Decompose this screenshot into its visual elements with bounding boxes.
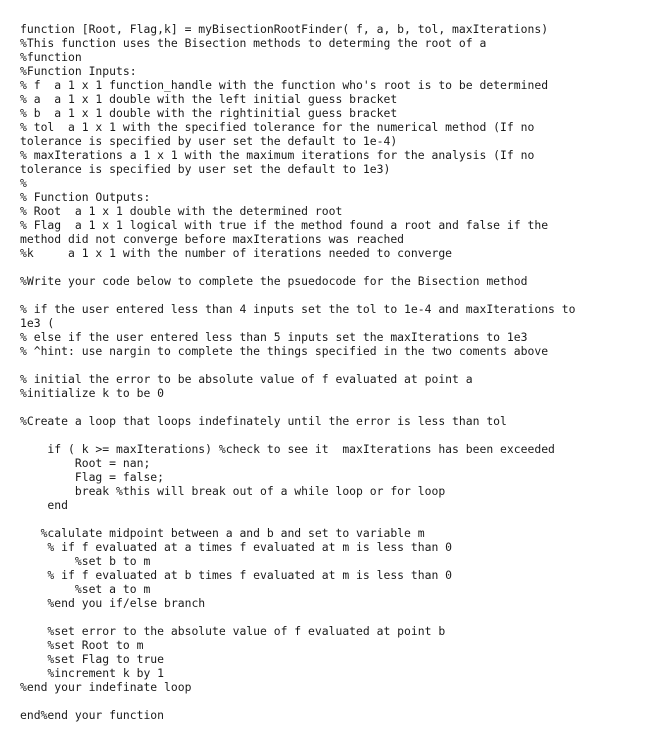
code-line: %Create a loop that loops indefinately until the error is less than tol <box>20 414 507 428</box>
code-line: 1e3 ( <box>20 316 55 330</box>
code-line: %end you if/else branch <box>20 596 206 610</box>
code-line: % initial the error to be absolute value of f evaluated at point a <box>20 372 473 386</box>
code-line: method did not converge before maxIterations was reached <box>20 232 405 246</box>
code-line: %k a 1 x 1 with the number of iterations needed to converge <box>20 246 453 260</box>
code-line: if ( k >= maxIterations) %check to see it maxIterations has been exceeded <box>20 442 555 456</box>
code-line: %set error to the absolute value of f evaluated at point b <box>20 624 446 638</box>
code-line: %set a to m <box>20 582 151 596</box>
code-line: end <box>20 498 69 512</box>
code-line: %initialize k to be 0 <box>20 386 165 400</box>
code-line: break %this will break out of a while loop or for loop <box>20 484 446 498</box>
code-line: % if f evaluated at a times f evaluated at m is less than 0 <box>20 540 453 554</box>
code-line: tolerance is specified by user set the default to 1e3) <box>20 162 391 176</box>
code-line: % Root a 1 x 1 double with the determined root <box>20 204 343 218</box>
code-line: % <box>20 176 27 190</box>
code-line: Root = nan; <box>20 456 151 470</box>
code-line: %end your indefinate loop <box>20 680 192 694</box>
code-line: % if f evaluated at b times f evaluated at m is less than 0 <box>20 568 453 582</box>
code-line: % tol a 1 x 1 with the specified tolerance for the numerical method (If no <box>20 120 535 134</box>
code-line <box>20 610 632 624</box>
code-line: tolerance is specified by user set the default to 1e-4) <box>20 134 398 148</box>
code-line: %set Root to m <box>20 638 144 652</box>
code-line: function [Root, Flag,k] = myBisectionRootFinder( f, a, b, tol, maxIterations) <box>20 22 549 36</box>
code-line: % else if the user entered less than 5 inputs set the maxIterations to 1e3 <box>20 330 528 344</box>
code-line <box>20 358 632 372</box>
code-line <box>20 512 632 526</box>
code-line: % maxIterations a 1 x 1 with the maximum iterations for the analysis (If no <box>20 148 535 162</box>
code-line: % ^hint: use nargin to complete the things specified in the two coments above <box>20 344 549 358</box>
code-line: % Flag a 1 x 1 logical with true if the method found a root and false if the <box>20 218 549 232</box>
code-line: %set b to m <box>20 554 151 568</box>
code-line: %calulate midpoint between a and b and set to variable m <box>20 526 425 540</box>
code-line <box>20 288 632 302</box>
code-line: %set Flag to true <box>20 652 165 666</box>
code-line <box>20 694 632 708</box>
code-line <box>20 260 632 274</box>
code-listing <box>20 22 632 722</box>
code-line: %function <box>20 50 82 64</box>
code-line: % f a 1 x 1 function_handle with the function who's root is to be determined <box>20 78 549 92</box>
code-line: Flag = false; <box>20 470 165 484</box>
code-line: %Write your code below to complete the psuedocode for the Bisection method <box>20 274 528 288</box>
code-line: %increment k by 1 <box>20 666 165 680</box>
code-line: % a a 1 x 1 double with the left initial guess bracket <box>20 92 398 106</box>
code-line <box>20 400 632 414</box>
code-line: % Function Outputs: <box>20 190 151 204</box>
code-line: %This function uses the Bisection methods to determing the root of a <box>20 36 487 50</box>
code-line: % if the user entered less than 4 inputs set the tol to 1e-4 and maxIterations to <box>20 302 576 316</box>
code-line: end%end your function <box>20 708 165 722</box>
code-line <box>20 428 632 442</box>
code-line: %Function Inputs: <box>20 64 137 78</box>
code-line: % b a 1 x 1 double with the rightinitial guess bracket <box>20 106 398 120</box>
